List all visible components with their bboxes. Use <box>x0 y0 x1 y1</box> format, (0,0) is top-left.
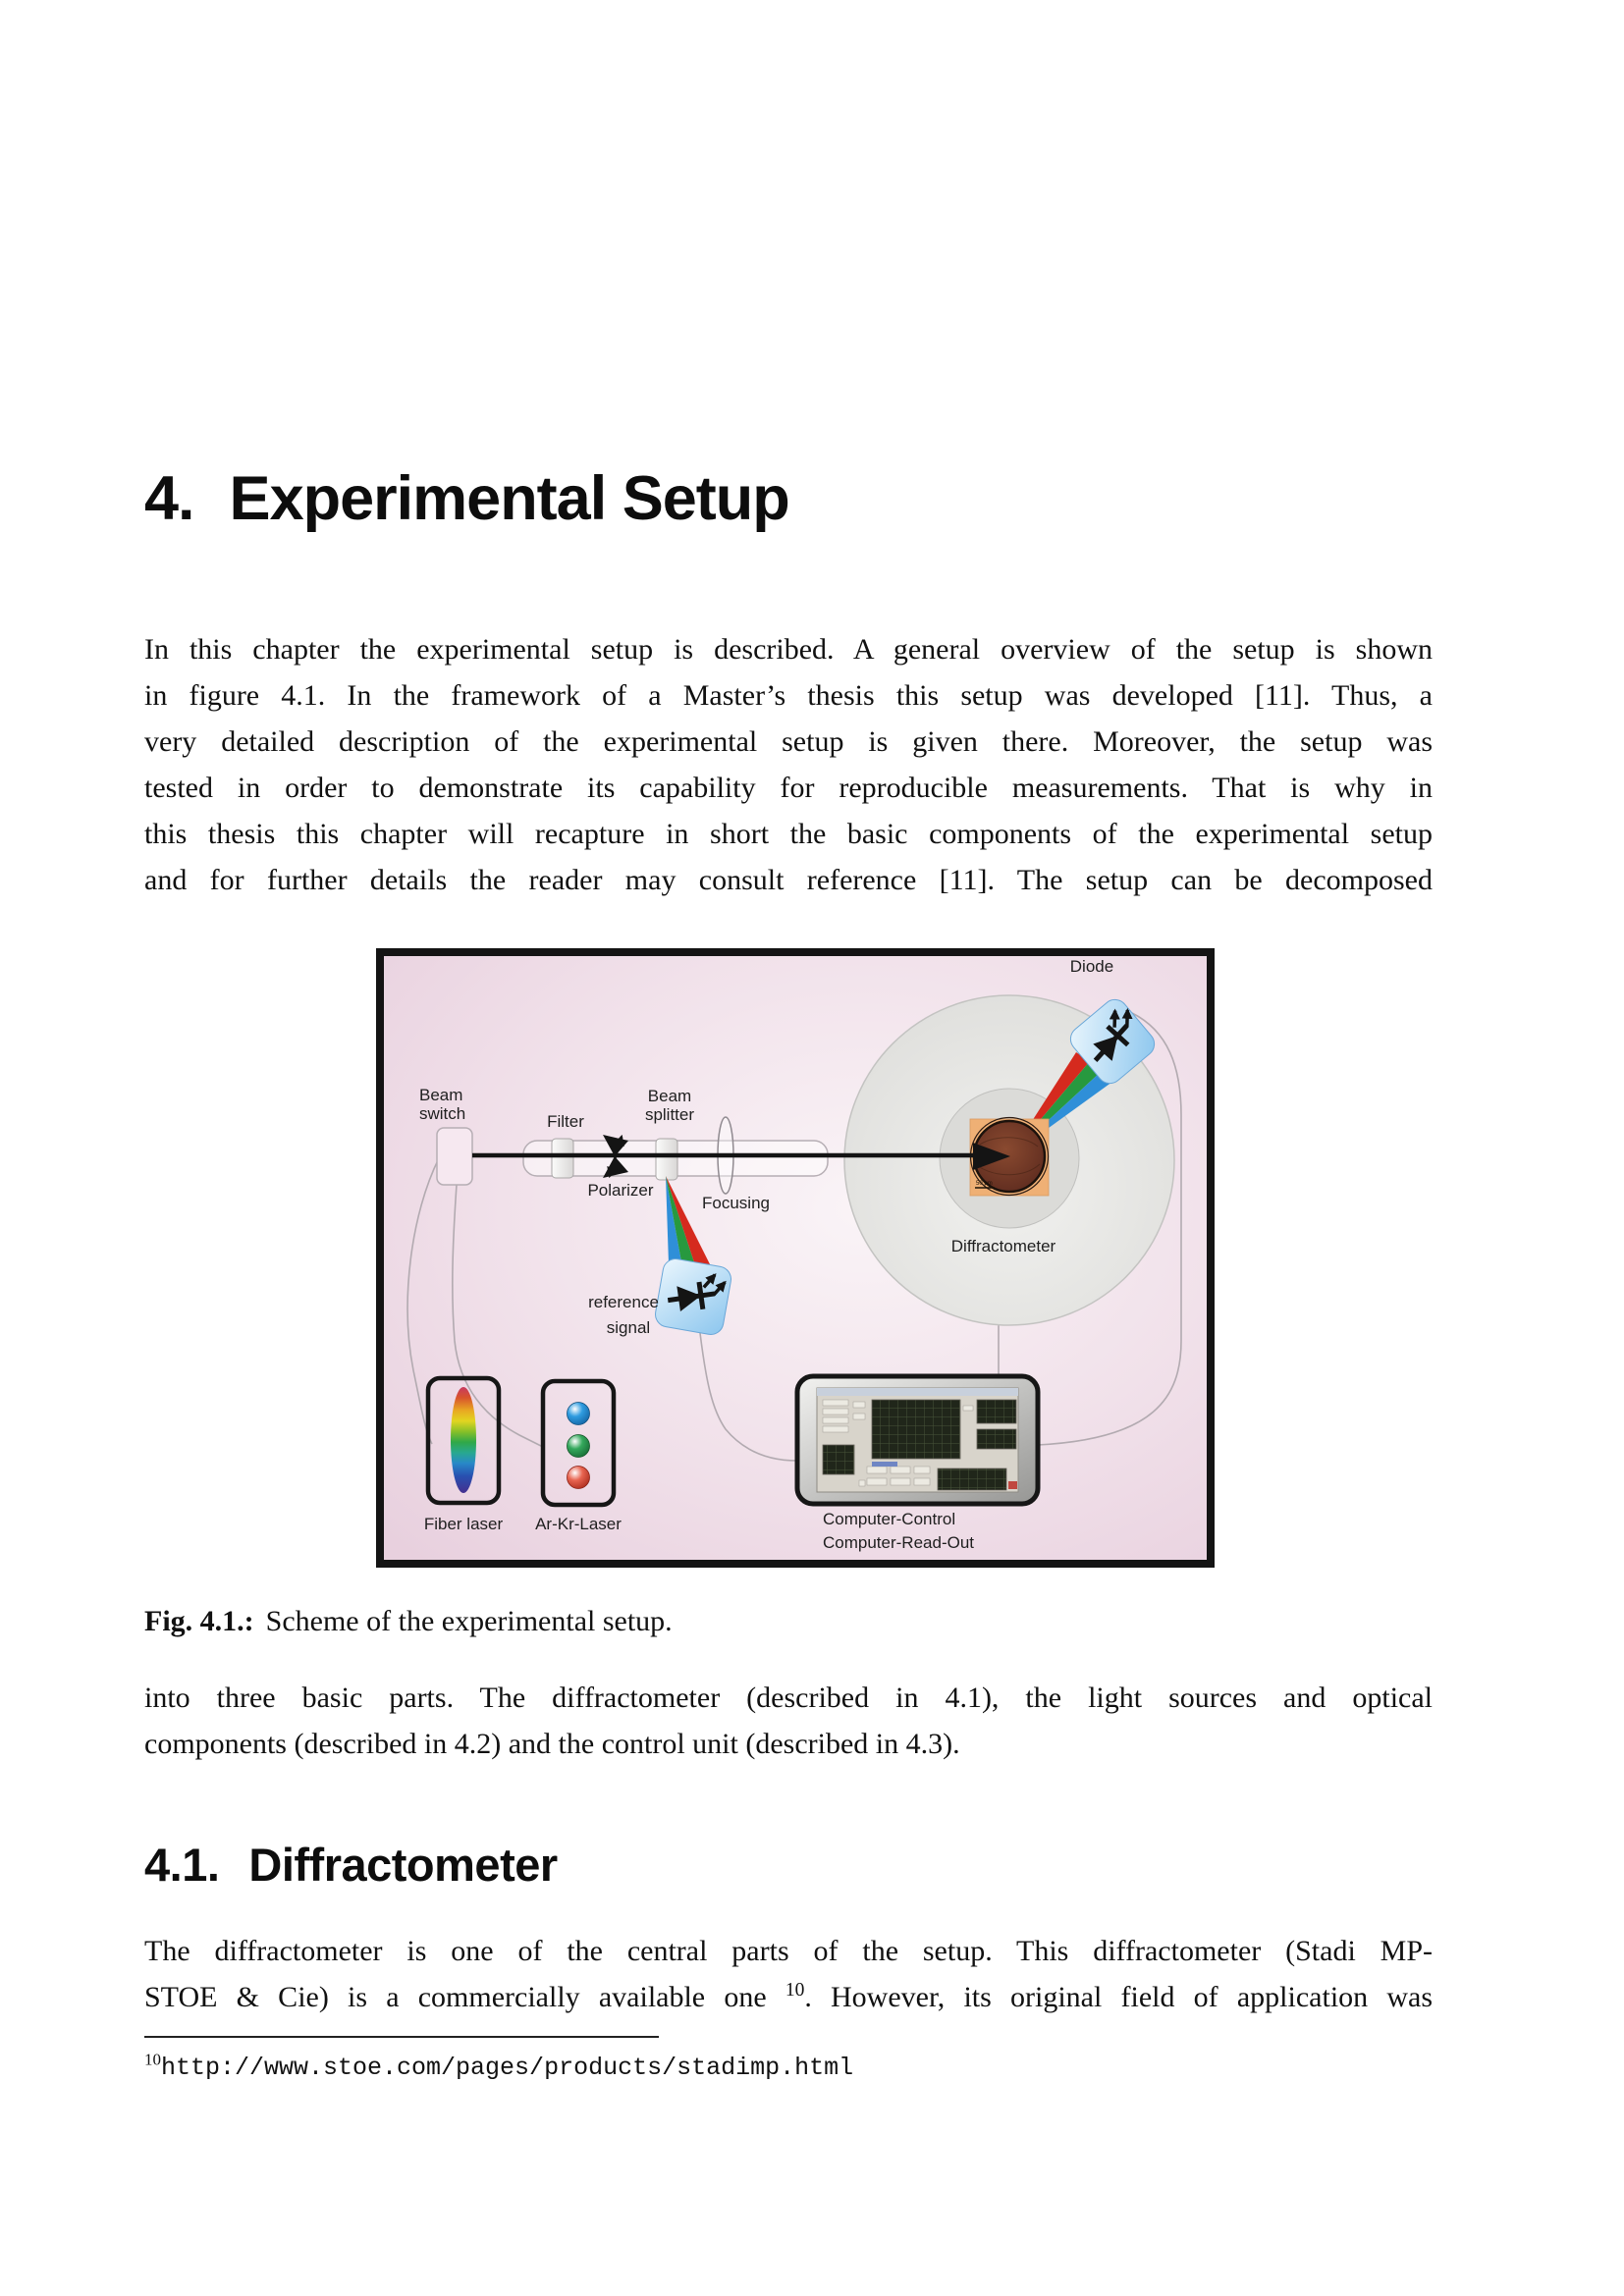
filter <box>552 1139 573 1178</box>
label-computer-1: Computer-Control <box>823 1510 956 1528</box>
label-beam-splitter-1: Beam <box>647 1087 692 1105</box>
paragraph-1 <box>144 626 1433 903</box>
paragraph-line: In this chapter the experimental setup is described. A general overview of the setup is shown <box>144 633 1433 666</box>
paragraph-line <box>144 1974 1433 2020</box>
chapter-heading <box>144 463 789 534</box>
experimental-setup-diagram <box>376 948 1215 1568</box>
scale-bar-label: 50 µm <box>976 1181 993 1187</box>
label-filter: Filter <box>547 1112 584 1131</box>
figure-4-1 <box>376 948 1215 1568</box>
figure-caption <box>144 1600 1433 1643</box>
label-diffractometer: Diffractometer <box>950 1237 1056 1255</box>
paragraph-3 <box>144 1928 1433 2020</box>
footnote <box>144 2050 854 2082</box>
section-title: Diffractometer <box>248 1839 558 1891</box>
chapter-number: 4. <box>144 464 194 533</box>
label-ar-kr-laser: Ar-Kr-Laser <box>535 1515 622 1533</box>
label-fiber-laser: Fiber laser <box>423 1515 504 1533</box>
footnote-url: http://www.stoe.com/pages/products/stadimp.html <box>161 2054 854 2082</box>
footnote-marker: 10 <box>144 2050 161 2069</box>
caption-label: Fig. 4.1.: <box>144 1605 254 1637</box>
label-diode: Diode <box>1069 957 1114 976</box>
section-number: 4.1. <box>144 1839 220 1891</box>
caption-text: Scheme of the experimental setup. <box>265 1605 673 1637</box>
label-focusing: Focusing <box>702 1194 770 1212</box>
label-beam-splitter-2: splitter <box>644 1105 695 1124</box>
paragraph-text: . However, its original field of application was <box>804 1981 1433 2013</box>
beam-switch <box>437 1128 472 1185</box>
computer <box>797 1376 1038 1504</box>
label-reference-1: reference <box>588 1293 659 1311</box>
paragraph-line: components (described in 4.2) and the control unit (described in 4.3). <box>144 1728 960 1760</box>
paragraph-line: and for further details the reader may consult reference [11]. The setup can be decomposed <box>144 864 1433 896</box>
label-beam-switch-2: switch <box>419 1104 466 1123</box>
reference-photodiode-icon <box>653 1256 734 1336</box>
section-heading <box>144 1838 558 1892</box>
chapter-title: Experimental Setup <box>229 464 789 533</box>
paragraph-line: tested in order to demonstrate its capability for reproducible measurements. That is why in <box>144 772 1433 804</box>
paragraph-line: in figure 4.1. In the framework of a Master’s thesis this setup was developed [11]. Thus, a <box>144 679 1433 712</box>
label-reference-2: signal <box>606 1318 651 1337</box>
beam-splitter <box>656 1139 677 1180</box>
paragraph-line: very detailed description of the experimental setup is given there. Moreover, the setup was <box>144 725 1433 758</box>
label-computer-2: Computer-Read-Out <box>823 1533 975 1552</box>
paragraph-line: The diffractometer is one of the central parts of the setup. This diffractometer (Stadi MP- <box>144 1935 1433 1967</box>
label-polarizer: Polarizer <box>587 1181 654 1200</box>
paragraph-2 <box>144 1675 1433 1767</box>
footnote-rule <box>144 2036 659 2038</box>
paragraph-line: this thesis this chapter will recapture in short the basic components of the experimental setup <box>144 818 1433 850</box>
paragraph-text: STOE & Cie) is a commercially available one <box>144 1981 785 2013</box>
paragraph-line: into three basic parts. The diffractometer (described in 4.1), the light sources and optical <box>144 1682 1433 1714</box>
label-beam-switch-1: Beam <box>419 1086 463 1104</box>
footnote-reference: 10 <box>785 1980 805 2001</box>
